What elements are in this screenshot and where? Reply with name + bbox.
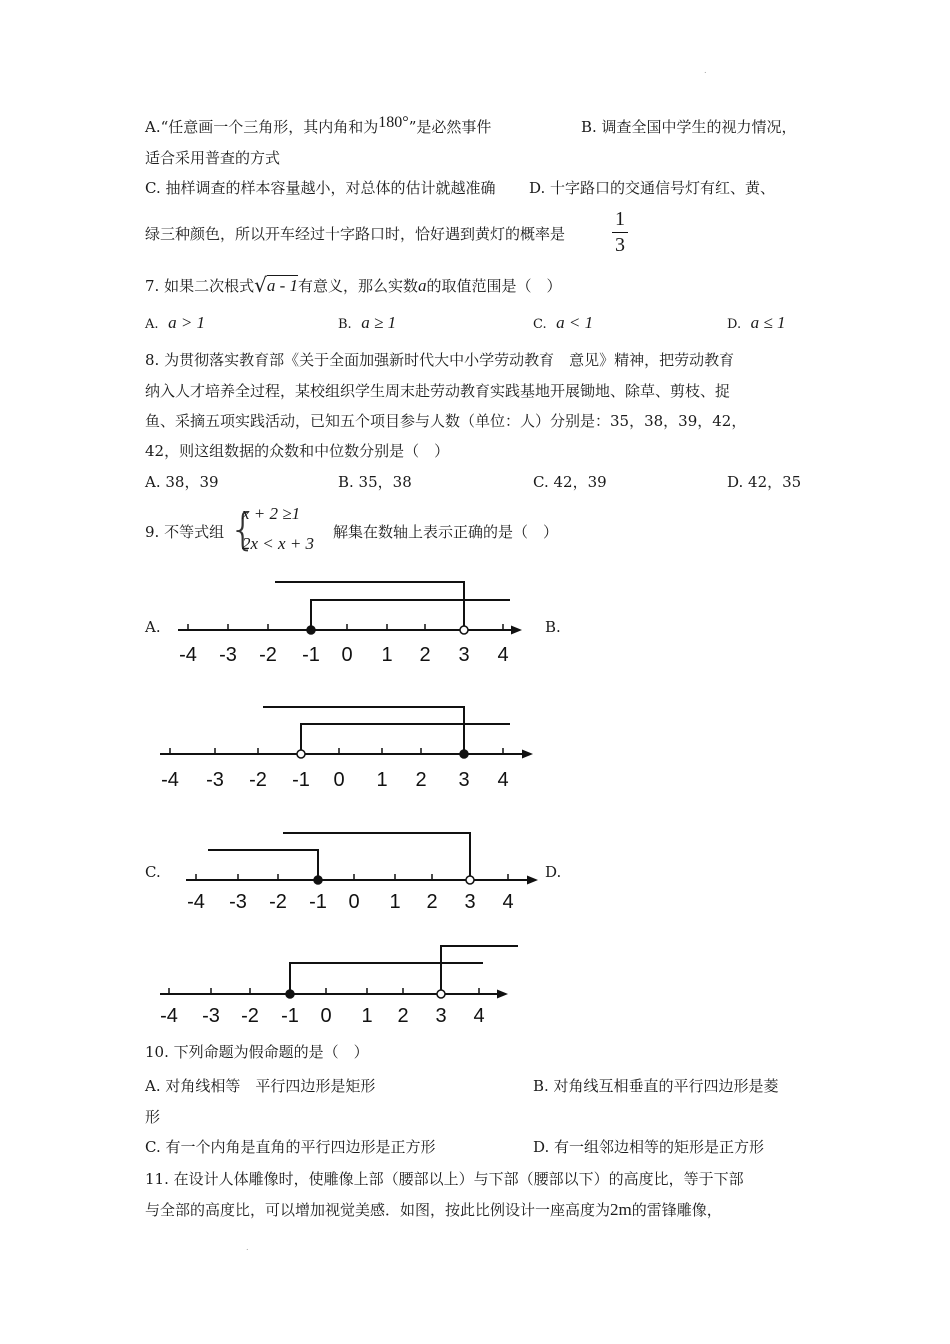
q7-option-a: A. a > 1 [145, 313, 206, 332]
q7-stem: 7. 如果二次根式√a - 1有意义，那么实数a的取值范围是（ ） [145, 273, 562, 297]
number-line-a-tick-label: 0 [341, 644, 353, 666]
number-line-d-tick-label: -2 [241, 1005, 259, 1027]
number-line-a-closed-dot [307, 626, 315, 634]
brace-icon: { [229, 504, 257, 555]
number-line-a-arrow-icon [511, 626, 522, 635]
number-line-b-tick-label: 1 [376, 769, 388, 791]
q8-option-b: B. 35，38 [338, 473, 412, 491]
q8-option-d: D. 42，35 [727, 473, 802, 491]
number-line-d-tick-label: 4 [473, 1005, 485, 1027]
number-line-a-tick-label: -2 [259, 644, 277, 666]
q8-line-2: 纳入人才培养全过程，某校组织学生周末赴劳动教育实践基地开展锄地、除草、剪枝、捉 [145, 382, 731, 400]
fraction-denominator: 3 [615, 234, 625, 256]
number-line-a-tick-label: -4 [179, 644, 197, 666]
number-line-d-tick-label: -1 [281, 1005, 299, 1027]
number-line-c-tick-label: 0 [348, 891, 360, 913]
number-line-d-solution-ray [290, 963, 483, 994]
number-line-a-tick-label: 3 [458, 644, 470, 666]
q11-line-2: 与全部的高度比，可以增加视觉美感．如图，按此比例设计一座高度为2m的雷锋雕像， [145, 1200, 722, 1219]
number-line-c-solution-ray [283, 833, 470, 880]
q8-line-1: 8. 为贯彻落实教育部《关于全面加强新时代大中小学劳动教育 意见》精神，把劳动教育 [145, 351, 735, 369]
fraction-numerator: 1 [615, 208, 625, 230]
number-line-b-solution-ray [301, 724, 510, 754]
page-mark: . [246, 1243, 249, 1252]
number-line-a-tick-label: -3 [219, 644, 237, 666]
q6-option-d-cont: 绿三种颜色，所以开车经过十字路口时，恰好遇到黄灯的概率是 [145, 225, 566, 243]
number-line-b-tick-label: -3 [206, 769, 224, 791]
number-line-d-solution-ray [441, 946, 518, 994]
q10-option-d: D. 有一组邻边相等的矩形是正方形 [533, 1138, 765, 1156]
number-line-b-tick-label: -2 [249, 769, 267, 791]
number-line-b-tick-label: -4 [161, 769, 179, 791]
number-line-d-arrow-icon [497, 990, 508, 999]
q8-option-a: A. 38，39 [145, 473, 219, 491]
number-line-b-solution-ray [263, 707, 464, 754]
number-line-b-tick-label: 3 [458, 769, 470, 791]
number-line-c-tick-label: 4 [502, 891, 514, 913]
fraction-bar [612, 232, 628, 233]
number-line-a-tick-label: 4 [497, 644, 509, 666]
number-line-b-closed-dot [460, 750, 468, 758]
number-line-d-tick-label: 1 [361, 1005, 373, 1027]
page-mark: . [704, 66, 707, 75]
number-line-a-tick-label: 2 [419, 644, 431, 666]
q11-line-1: 11. 在设计人体雕像时，使雕像上部（腰部以上）与下部（腰部以下）的高度比，等于下部 [145, 1170, 744, 1188]
number-line-b-tick-label: 4 [497, 769, 509, 791]
q10-option-a: A. 对角线相等 平行四边形是矩形 [145, 1077, 376, 1095]
number-line-a-tick-label: -1 [302, 644, 320, 666]
number-line-c-arrow-icon [527, 876, 538, 885]
number-line-a-solution-ray [275, 582, 464, 630]
number-line-d-tick-label: 0 [320, 1005, 332, 1027]
q8-line-3: 鱼、采摘五项实践活动，已知五个项目参与人数（单位：人）分别是：35，38，39，42， [145, 412, 747, 430]
number-line-b-tick-label: -1 [292, 769, 310, 791]
number-line-d-tick-label: 2 [397, 1005, 409, 1027]
number-line-a-solution-ray [311, 600, 510, 630]
number-line-b-tick-label: 2 [415, 769, 427, 791]
q6-option-c: C. 抽样调查的样本容量越小，对总体的估计就越准确 [145, 179, 496, 197]
q9-inequality-2: 2x < x + 3 [242, 534, 315, 553]
q8-line-4: 42，则这组数据的众数和中位数分别是（ ） [145, 442, 450, 460]
q6-option-b-cont: 适合采用普查的方式 [145, 149, 281, 167]
q10-option-b-cont: 形 [145, 1108, 161, 1126]
number-line-c-tick-label: -3 [229, 891, 247, 913]
q9-option-c-label: C. [145, 863, 161, 881]
number-line-c-tick-label: -2 [269, 891, 287, 913]
number-line-a-tick-label: 1 [381, 644, 393, 666]
q9-option-b-label: B. [545, 618, 561, 636]
q6-option-b: B. 调查全国中学生的视力情况， [581, 118, 797, 136]
number-line-c-tick-label: -4 [187, 891, 205, 913]
q8-option-c: C. 42，39 [533, 473, 607, 491]
number-line-c-solution-ray [208, 850, 318, 880]
number-line-b-arrow-icon [522, 750, 533, 759]
number-line-b-tick-label: 0 [333, 769, 345, 791]
q10-option-c: C. 有一个内角是直角的平行四边形是正方形 [145, 1138, 436, 1156]
number-line-c-tick-label: 2 [426, 891, 438, 913]
q9-option-a-label: A. [145, 618, 161, 636]
sqrt-sign: √ [254, 273, 267, 297]
number-line-d-closed-dot [286, 990, 294, 998]
number-line-c-tick-label: 1 [389, 891, 401, 913]
number-line-c-open-dot [466, 876, 474, 884]
number-line-d-tick-label: 3 [435, 1005, 447, 1027]
number-line-d-open-dot [437, 990, 445, 998]
number-line-c-closed-dot [314, 876, 322, 884]
q7-option-b: B. a ≥ 1 [338, 313, 397, 332]
q6-option-a: A.“任意画一个三角形，其内角和为180°”是必然事件 [145, 114, 492, 136]
q9-inequality-1: x + 2 ≥1 [242, 504, 301, 523]
q9-stem-post: 解集在数轴上表示正确的是（ ） [333, 523, 559, 541]
q10-stem: 10. 下列命题为假命题的是（ ） [145, 1043, 369, 1061]
number-line-d-tick-label: -3 [202, 1005, 220, 1027]
q7-option-c: C. a < 1 [533, 313, 594, 332]
q10-option-b: B. 对角线互相垂直的平行四边形是菱 [533, 1077, 779, 1095]
q6-option-d: D. 十字路口的交通信号灯有红、黄、 [529, 179, 776, 197]
number-line-c-tick-label: 3 [464, 891, 476, 913]
number-line-b-open-dot [297, 750, 305, 758]
number-line-c-tick-label: -1 [309, 891, 327, 913]
q7-option-d: D. a ≤ 1 [727, 313, 786, 332]
number-line-a-open-dot [460, 626, 468, 634]
q9-option-d-label: D. [545, 863, 562, 881]
number-line-d-tick-label: -4 [160, 1005, 178, 1027]
q9-stem-pre: 9. 不等式组 [145, 523, 225, 541]
